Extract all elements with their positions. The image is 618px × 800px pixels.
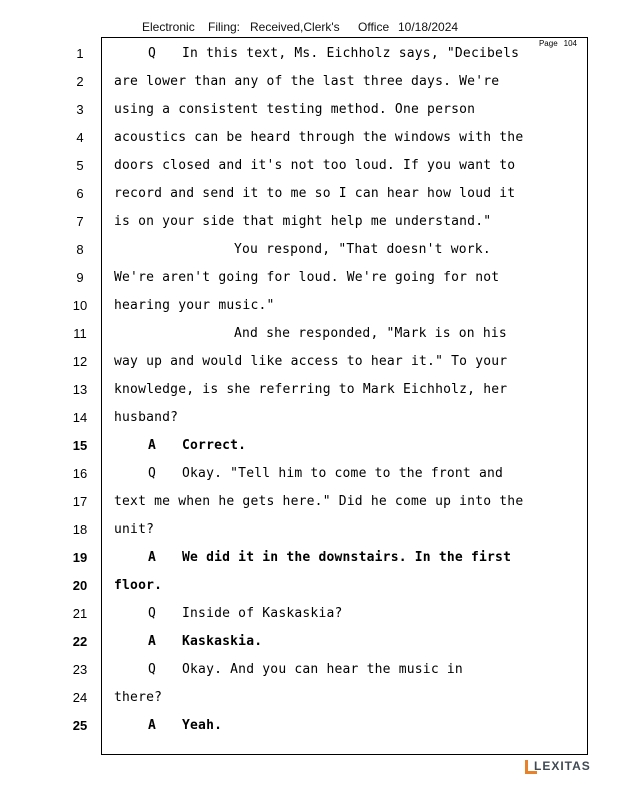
- transcript-line: [114, 158, 574, 174]
- line-content: floor.: [114, 578, 163, 593]
- line-content: Yeah.: [182, 718, 223, 733]
- qa-marker: A: [148, 634, 157, 649]
- transcript-line: [114, 550, 574, 566]
- line-content: husband?: [114, 410, 179, 425]
- transcript-line: [114, 662, 574, 678]
- line-number: 22: [72, 634, 88, 649]
- header-received: Received,Clerk's: [250, 20, 340, 34]
- line-number: 23: [72, 662, 88, 677]
- line-number: 16: [72, 466, 88, 481]
- transcript-line: [114, 410, 574, 426]
- line-number: 8: [76, 242, 84, 257]
- qa-marker: A: [148, 718, 157, 733]
- transcript-line: [114, 578, 574, 594]
- transcript-line: [114, 102, 574, 118]
- efiling-header: [142, 20, 472, 34]
- page-label: Page: [538, 39, 558, 48]
- line-number: 25: [72, 718, 88, 733]
- line-number: 3: [76, 102, 84, 117]
- line-content: In this text, Ms. Eichholz says, "Decibels: [182, 46, 520, 61]
- line-content: Kaskaskia.: [182, 634, 263, 649]
- transcript-line: [114, 270, 574, 286]
- qa-marker: Q: [148, 466, 157, 481]
- line-number: 15: [72, 438, 88, 453]
- line-content: is on your side that might help me understand.": [114, 214, 492, 229]
- line-content: You respond, "That doesn't work.: [234, 242, 491, 257]
- line-number: 19: [72, 550, 88, 565]
- qa-marker: Q: [148, 606, 157, 621]
- line-number: 6: [76, 186, 84, 201]
- transcript-line: [114, 382, 574, 398]
- transcript-line: [114, 494, 574, 510]
- line-content: Okay. And you can hear the music in: [182, 662, 463, 677]
- line-number: 7: [76, 214, 84, 229]
- lexitas-logo: [524, 757, 594, 777]
- line-content: We're aren't going for loud. We're going for not: [114, 270, 500, 285]
- transcript-line: [114, 130, 574, 146]
- line-content: are lower than any of the last three days. We're: [114, 74, 500, 89]
- transcript-line: [114, 438, 574, 454]
- header-office: Office: [358, 20, 390, 34]
- header-electronic: Electronic: [142, 20, 195, 34]
- line-number: 10: [72, 298, 88, 313]
- line-content: using a consistent testing method. One person: [114, 102, 476, 117]
- qa-marker: A: [148, 550, 157, 565]
- line-number: 20: [72, 578, 88, 593]
- transcript-line: [114, 186, 574, 202]
- line-content: And she responded, "Mark is on his: [234, 326, 507, 341]
- transcript-line: [114, 242, 574, 258]
- qa-marker: Q: [148, 662, 157, 677]
- line-number: 17: [72, 494, 88, 509]
- transcript-line: [114, 690, 574, 706]
- line-content: We did it in the downstairs. In the first: [182, 550, 512, 565]
- transcript-line: [114, 634, 574, 650]
- qa-marker: Q: [148, 46, 157, 61]
- line-content: Inside of Kaskaskia?: [182, 606, 343, 621]
- line-content: doors closed and it's not too loud. If you want to: [114, 158, 516, 173]
- line-number: 9: [76, 270, 84, 285]
- transcript-line: [114, 298, 574, 314]
- qa-marker: A: [148, 438, 157, 453]
- transcript-line: [114, 466, 574, 482]
- line-content: unit?: [114, 522, 155, 537]
- line-number: 5: [76, 158, 84, 173]
- line-number: 14: [72, 410, 88, 425]
- header-date: 10/18/2024: [398, 20, 459, 34]
- line-content: way up and would like access to hear it." To your: [114, 354, 508, 369]
- page-number-value: 104: [563, 39, 577, 48]
- line-content: hearing your music.": [114, 298, 275, 313]
- transcript-line: [114, 214, 574, 230]
- line-content: text me when he gets here." Did he come up into the: [114, 494, 524, 509]
- line-content: knowledge, is she referring to Mark Eichholz, her: [114, 382, 508, 397]
- transcript-line: [114, 354, 574, 370]
- line-content: Okay. "Tell him to come to the front and: [182, 466, 504, 481]
- line-number: 2: [76, 74, 84, 89]
- line-content: there?: [114, 690, 163, 705]
- line-number: 13: [72, 382, 88, 397]
- line-number: 21: [72, 606, 88, 621]
- transcript-line: [114, 46, 574, 62]
- line-number: 1: [76, 46, 84, 61]
- transcript-line: [114, 522, 574, 538]
- transcript-line: [114, 606, 574, 622]
- line-number: 11: [73, 326, 87, 341]
- line-number: 18: [72, 522, 88, 537]
- header-filing: Filing:: [208, 20, 241, 34]
- line-content: acoustics can be heard through the windows with the: [114, 130, 524, 145]
- transcript-line: [114, 718, 574, 734]
- line-number: 4: [76, 130, 84, 145]
- line-content: record and send it to me so I can hear how loud it: [114, 186, 516, 201]
- lexitas-logo-text: LEXITAS: [534, 759, 591, 773]
- transcript-line: [114, 326, 574, 342]
- transcript-line: [114, 74, 574, 90]
- line-number: 24: [72, 690, 88, 705]
- line-content: Correct.: [182, 438, 247, 453]
- line-number: 12: [72, 354, 88, 369]
